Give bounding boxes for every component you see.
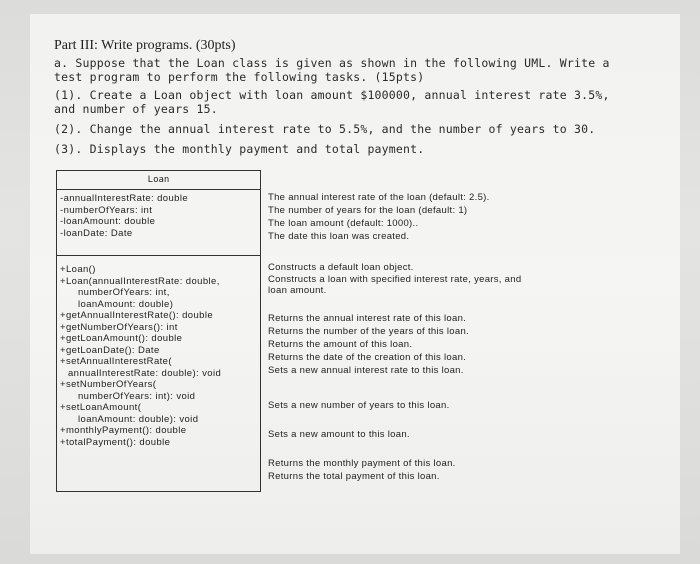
- uml-method-cont: loanAmount: double): void: [78, 413, 199, 425]
- task-1-line-1: (1). Create a Loan object with loan amount $100000, annual interest rate 3.5%,: [54, 88, 610, 102]
- method-description-cont: loan amount.: [268, 285, 327, 296]
- task-1-line-2: and number of years 15.: [54, 102, 218, 116]
- uml-method: +getLoanAmount(): double: [60, 333, 183, 344]
- method-description: Sets a new number of years to this loan.: [268, 400, 450, 411]
- uml-method: +totalPayment(): double: [60, 436, 171, 448]
- intro-line-1: a. Suppose that the Loan class is given as shown in the following UML. Write a: [54, 56, 610, 70]
- task-2: (2). Change the annual interest rate to 5.5%, and the number of years to 30.: [54, 122, 596, 136]
- uml-method: +getAnnualInterestRate(): double: [60, 310, 214, 321]
- uml-method-cont: annualInterestRate: double): void: [68, 367, 222, 379]
- uml-method: +Loan(): [60, 264, 96, 275]
- field-description: The loan amount (default: 1000)..: [268, 218, 419, 229]
- uml-class-name: Loan: [57, 171, 260, 190]
- intro-line-2: test program to perform the following tasks. (15pts): [54, 70, 425, 84]
- uml-field: -loanDate: Date: [60, 227, 133, 239]
- method-description: Returns the annual interest rate of this loan.: [268, 313, 467, 324]
- uml-fields: [57, 190, 260, 256]
- method-description: Sets a new amount to this loan.: [268, 429, 410, 440]
- field-description: The number of years for the loan (default: 1): [268, 205, 468, 216]
- method-description: Returns the total payment of this loan.: [268, 471, 440, 482]
- method-description: Constructs a loan with specified interest rate, years, and: [268, 274, 522, 285]
- uml-method-cont: numberOfYears: int): void: [78, 390, 196, 402]
- method-description: Returns the monthly payment of this loan.: [268, 458, 456, 469]
- uml-class-diagram: [56, 170, 261, 492]
- task-3: (3). Displays the monthly payment and total payment.: [54, 142, 425, 156]
- field-description: The annual interest rate of the loan (default: 2.5).: [268, 192, 490, 203]
- uml-method: +monthlyPayment(): double: [60, 425, 187, 436]
- method-description: Sets a new annual interest rate to this loan.: [268, 365, 464, 376]
- method-description: Constructs a default loan object.: [268, 262, 414, 273]
- uml-method: +setNumberOfYears(: [60, 379, 157, 390]
- uml-method: +getLoanDate(): Date: [60, 344, 160, 356]
- method-description: Returns the amount of this loan.: [268, 339, 413, 350]
- uml-field: -numberOfYears: int: [60, 204, 153, 216]
- uml-method-cont: numberOfYears: int,: [78, 287, 170, 298]
- method-description: Returns the date of the creation of this loan.: [268, 352, 467, 363]
- uml-field: -loanAmount: double: [60, 216, 156, 227]
- uml-method: +setAnnualInterestRate(: [60, 356, 172, 367]
- uml-method: +setLoanAmount(: [60, 402, 142, 413]
- uml-field: -annualInterestRate: double: [60, 193, 189, 204]
- field-description: The date this loan was created.: [268, 231, 410, 242]
- uml-method: +Loan(annualInterestRate: double,: [60, 275, 220, 287]
- section-heading: Part III: Write programs. (30pts): [54, 38, 236, 53]
- uml-method: +getNumberOfYears(): int: [60, 321, 178, 333]
- uml-method-cont: loanAmount: double): [78, 298, 174, 310]
- uml-methods: [57, 256, 260, 448]
- method-description: Returns the number of the years of this loan.: [268, 326, 469, 337]
